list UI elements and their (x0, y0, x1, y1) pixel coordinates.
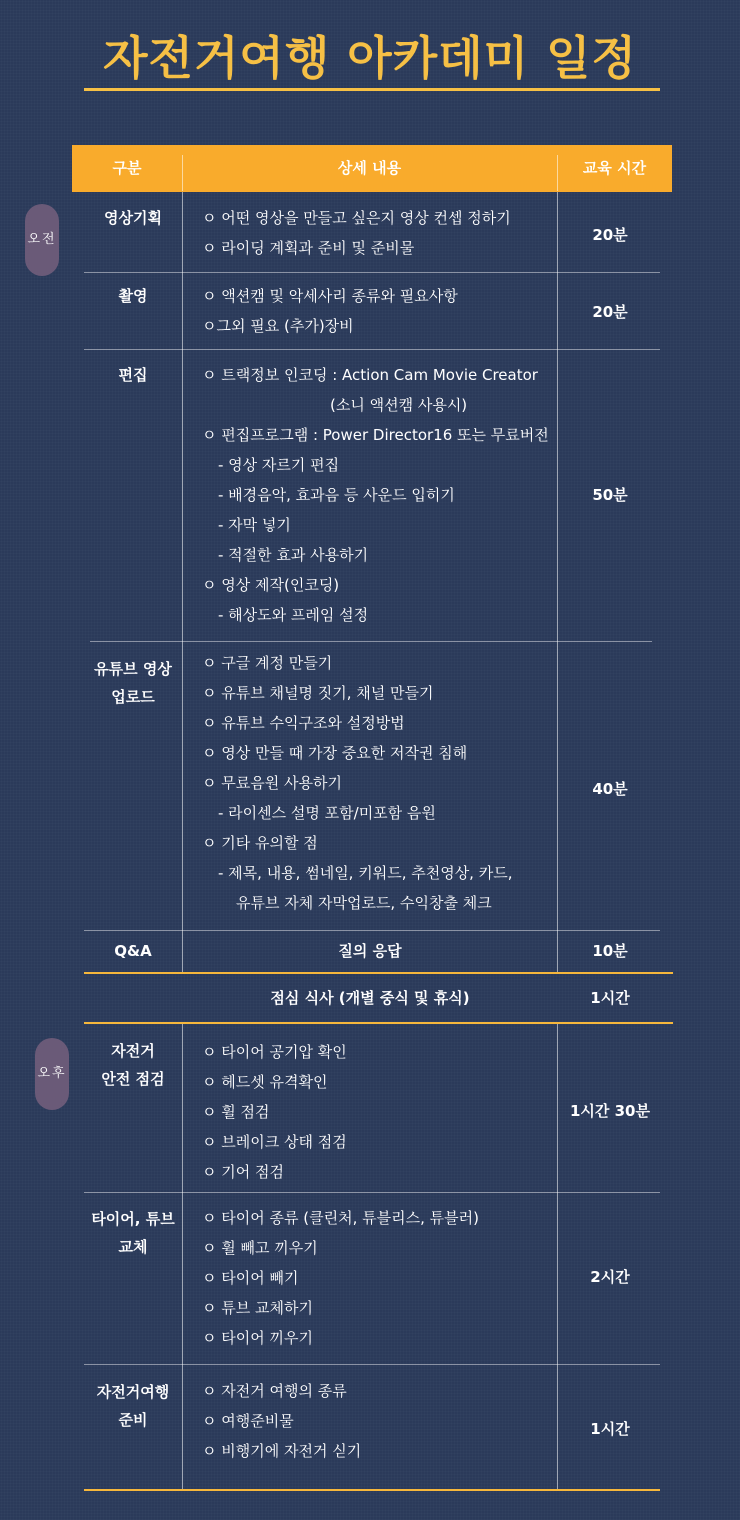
row-time: 1시간 (590, 989, 630, 1007)
row-detail (202, 360, 562, 630)
row-time: 50분 (592, 486, 628, 504)
row-category: 편집 (118, 366, 148, 384)
row-time: 1시간 (590, 1420, 630, 1438)
table-row (84, 930, 660, 972)
row-category (84, 1378, 182, 1434)
detail-line: ㅇ 트랙정보 인코딩 : Action Cam Movie Creator (202, 366, 538, 384)
detail-line: ㅇ 브레이크 상태 점검 (202, 1133, 347, 1151)
row-category: 촬영 (118, 287, 148, 305)
row-category (84, 1037, 182, 1093)
table-row (84, 974, 660, 1022)
detail-line: ㅇ 타이어 빼기 (202, 1269, 299, 1287)
detail-line: ㅇ 타이어 종류 (클린처, 튜블리스, 튜블러) (202, 1209, 479, 1227)
table-row (84, 1024, 660, 1192)
detail-line: (소니 액션캠 사용시) (330, 396, 468, 414)
category-line: 교체 (118, 1238, 148, 1256)
detail-line: ㅇ 어떤 영상을 만들고 싶은지 영상 컨셉 정하기 (202, 209, 511, 227)
row-detail (202, 1376, 562, 1466)
session-badge-morning: 오전 (25, 204, 59, 276)
category-line: 타이어, 튜브 (91, 1210, 175, 1228)
table-row (84, 272, 660, 349)
row-detail (202, 1203, 562, 1353)
category-line: 자전거 (111, 1042, 155, 1060)
detail-line: - 적절한 효과 사용하기 (218, 546, 369, 564)
detail-line: ㅇ 영상 만들 때 가장 중요한 저작권 침해 (202, 744, 468, 762)
detail-line: - 자막 넣기 (218, 516, 291, 534)
detail-line: - 영상 자르기 편집 (218, 456, 340, 474)
table-row (84, 1192, 660, 1364)
table-row (84, 1364, 660, 1490)
row-time: 1시간 30분 (569, 1102, 650, 1120)
category-line: 업로드 (111, 688, 155, 706)
category-line: 안전 점검 (101, 1070, 165, 1088)
detail-line: ㅇ 유튜브 채널명 짓기, 채널 만들기 (202, 684, 434, 702)
row-time: 20분 (592, 226, 628, 244)
row-time: 10분 (592, 942, 628, 960)
header-detail: 상세 내용 (337, 159, 402, 177)
table-row (84, 641, 660, 930)
detail-line: ㅇ 타이어 끼우기 (202, 1329, 313, 1347)
row-category (84, 1205, 182, 1261)
category-line: 준비 (118, 1411, 148, 1429)
row-detail: 질의 응답 (338, 942, 402, 960)
category-line: 자전거여행 (96, 1383, 170, 1401)
detail-line: ㅇ 액션캠 및 악세사리 종류와 필요사항 (202, 287, 458, 305)
row-time: 2시간 (590, 1268, 630, 1286)
header-time: 교육 시간 (582, 159, 647, 177)
title-underline (84, 88, 660, 91)
session-badge-afternoon: 오후 (35, 1038, 69, 1110)
header-category: 구분 (112, 159, 142, 177)
detail-line: ㅇ 유튜브 수익구조와 설정방법 (202, 714, 405, 732)
detail-line: ㅇ 휠 점검 (202, 1103, 270, 1121)
detail-line: ㅇ 영상 제작(인코딩) (202, 576, 340, 594)
row-detail (202, 648, 562, 918)
row-category: 영상기획 (104, 209, 162, 227)
detail-line: ㅇ 자전거 여행의 종류 (202, 1382, 347, 1400)
table-row (84, 192, 660, 272)
detail-line: ㅇ 기어 점검 (202, 1163, 284, 1181)
detail-line: - 라이센스 설명 포함/미포함 음원 (218, 804, 436, 822)
detail-line: ㅇ 기타 유의할 점 (202, 834, 318, 852)
detail-line: - 배경음악, 효과음 등 사운드 입히기 (218, 486, 455, 504)
detail-line: - 해상도와 프레임 설정 (218, 606, 369, 624)
row-category (84, 655, 182, 711)
detail-line: ㅇ 여행준비물 (202, 1412, 294, 1430)
row-detail: 점심 식사 (개별 중식 및 휴식) (270, 989, 470, 1007)
table-bottom-line (84, 1489, 660, 1491)
table-header (72, 145, 672, 192)
detail-line: ㅇ 헤드셋 유격확인 (202, 1073, 328, 1091)
row-detail (202, 281, 562, 341)
row-category: Q&A (114, 942, 152, 960)
detail-line: - 제목, 내용, 썸네일, 키워드, 추천영상, 카드, (218, 864, 513, 882)
detail-line: ㅇ 비행기에 자전거 싣기 (202, 1442, 362, 1460)
detail-line: ㅇ그외 필요 (추가)장비 (202, 317, 354, 335)
column-divider (557, 930, 558, 972)
column-divider (182, 930, 183, 972)
table-row (84, 349, 660, 641)
row-time: 40분 (592, 780, 628, 798)
detail-line: 유튜브 자체 자막업로드, 수익창출 체크 (236, 894, 492, 912)
detail-line: ㅇ 무료음원 사용하기 (202, 774, 342, 792)
row-detail (202, 203, 562, 263)
detail-line: ㅇ 타이어 공기압 확인 (202, 1043, 347, 1061)
detail-line: ㅇ 라이딩 계획과 준비 및 준비물 (202, 239, 415, 257)
page-title: 자전거여행 아카데미 일정 (103, 31, 637, 85)
detail-line: ㅇ 튜브 교체하기 (202, 1299, 313, 1317)
detail-line: ㅇ 구글 계정 만들기 (202, 654, 333, 672)
row-detail (202, 1037, 562, 1187)
category-line: 유튜브 영상 (94, 660, 172, 678)
detail-line: ㅇ 편집프로그램 : Power Director16 또는 무료버전 (202, 426, 549, 444)
row-time: 20분 (592, 303, 628, 321)
detail-line: ㅇ 휠 빼고 끼우기 (202, 1239, 318, 1257)
